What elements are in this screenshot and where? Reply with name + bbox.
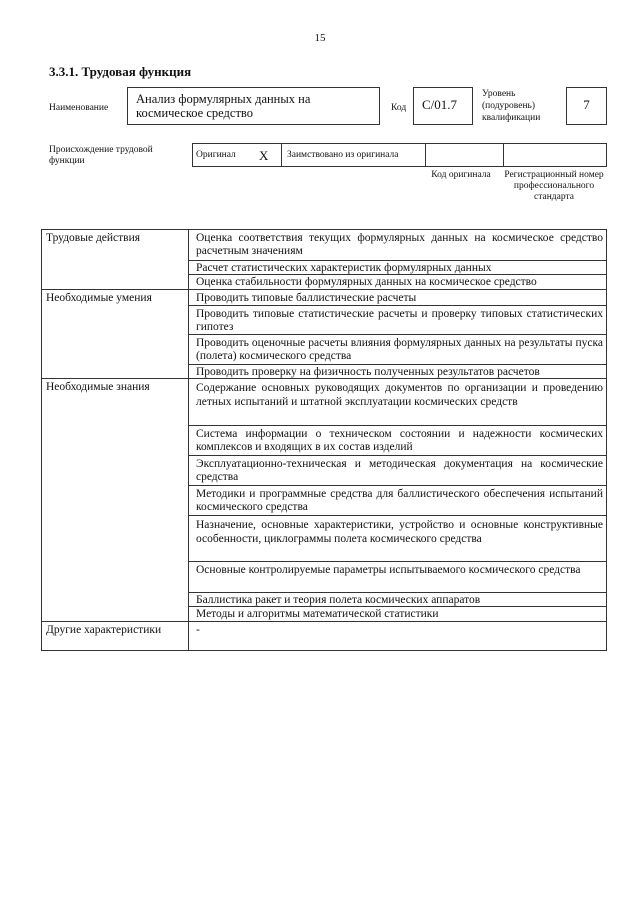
section-title-actions: Трудовые действия <box>46 232 141 244</box>
origin-label: Происхождение трудовой функции <box>49 145 153 166</box>
knowledge-item: Методы и алгоритмы математической статистики <box>196 608 439 620</box>
name-value: Анализ формулярных данных на космическое средство <box>136 92 311 120</box>
knowledge-item: Содержание основных руководящих документов по организации и проведению летных испытаний и штатной эксплуатации космических средств <box>196 382 603 408</box>
page-number: 15 <box>314 32 326 44</box>
skill-item: Проводить типовые статистические расчеты и проверку типовых статистических гипотез <box>196 308 603 333</box>
knowledge-item: Система информации о техническом состоянии и надежности космических комплексов и входящих в их состав изделий <box>196 428 603 453</box>
action-item: Расчет статистических характеристик формулярных данных <box>196 262 492 274</box>
code-box <box>413 87 473 125</box>
name-label: Наименование <box>49 103 109 113</box>
skill-item: Проводить типовые баллистические расчеты <box>196 292 417 304</box>
knowledge-item: Основные контролируемые параметры испытываемого космического средства <box>196 564 581 576</box>
borrowed-label: Заимствовано из оригинала <box>287 150 399 160</box>
action-item: Оценка соответствия текущих формулярных данных на космическое средство расчетным значениям <box>196 232 603 257</box>
code-value: C/01.7 <box>422 97 458 112</box>
name-box <box>127 87 380 125</box>
section-title-knowledge: Необходимые знания <box>46 381 150 393</box>
column-divider <box>188 229 189 651</box>
section-title-skills: Необходимые умения <box>46 292 152 304</box>
knowledge-item: Эксплуатационно-техническая и методическая документация на космические средства <box>196 458 603 483</box>
code-label: Код <box>391 103 407 113</box>
section-title-other: Другие характеристики <box>46 624 162 636</box>
knowledge-item: Баллистика ракет и теория полета космических аппаратов <box>196 594 481 606</box>
knowledge-item: Назначение, основные характеристики, устройство и основные конструктивные особенности, циклограммы полета космического средства <box>196 519 603 545</box>
level-box <box>566 87 607 125</box>
skill-item: Проводить проверку на физичность полученных результатов расчетов <box>196 366 540 378</box>
origin-box <box>192 143 607 167</box>
original-mark: X <box>259 148 269 163</box>
section-title: 3.3.1. Трудовая функция <box>49 64 192 79</box>
skill-item: Проводить оценочные расчеты влияния формулярных данных на результаты пуска (полета) космического средства <box>196 337 603 362</box>
original-label: Оригинал <box>196 150 236 160</box>
registration-label: Регистрационный номер профессионального стандарта <box>504 170 604 202</box>
knowledge-item: Методики и программные средства для баллистического обеспечения испытаний космического средства <box>196 488 603 513</box>
level-label: Уровень (подуровень) квалификации <box>482 89 541 123</box>
other-item: - <box>196 624 200 636</box>
level-value: 7 <box>583 97 590 112</box>
original-code-label: Код оригинала <box>431 170 491 180</box>
action-item: Оценка стабильности формулярных данных на космическое средство <box>196 276 537 288</box>
